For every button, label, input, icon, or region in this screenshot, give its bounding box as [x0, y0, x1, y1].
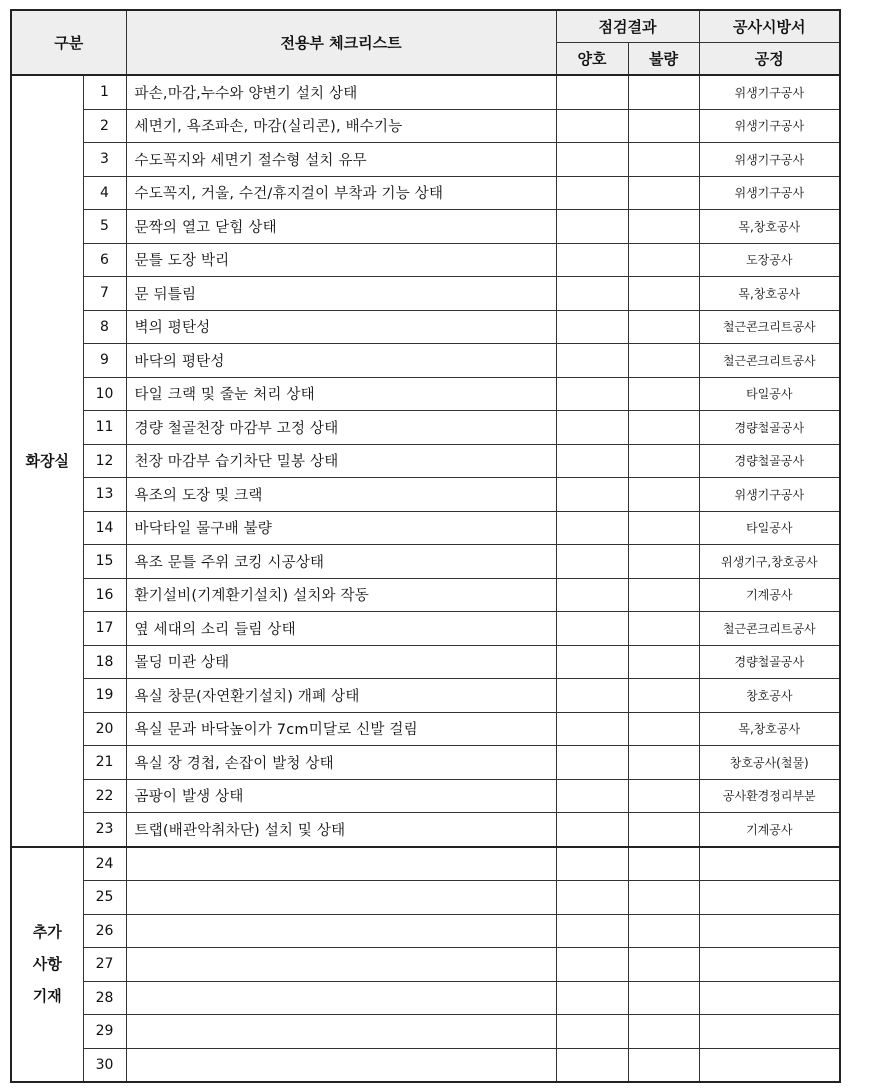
item-number: 25: [83, 881, 126, 915]
checklist-item-text: [126, 914, 556, 948]
table-row: [11, 779, 840, 813]
process-cell: 기계공사: [699, 813, 840, 847]
process-cell: [699, 948, 840, 982]
process-cell: [699, 847, 840, 881]
result-bad-cell[interactable]: [628, 210, 699, 244]
checklist-item-text: 문 뒤틀림: [126, 277, 556, 311]
table-row: [11, 645, 840, 679]
result-bad-cell[interactable]: [628, 411, 699, 445]
process-cell: [699, 1048, 840, 1082]
table-row: [11, 881, 840, 915]
result-good-cell[interactable]: [556, 75, 628, 109]
result-good-cell[interactable]: [556, 779, 628, 813]
result-good-cell[interactable]: [556, 277, 628, 311]
table-row: [11, 277, 840, 311]
item-number: 18: [83, 645, 126, 679]
table-row: [11, 847, 840, 881]
process-cell: 타일공사: [699, 377, 840, 411]
result-bad-cell[interactable]: [628, 444, 699, 478]
process-cell: 철근콘크리트공사: [699, 344, 840, 378]
item-number: 22: [83, 779, 126, 813]
result-good-cell[interactable]: [556, 847, 628, 881]
result-bad-cell[interactable]: [628, 1048, 699, 1082]
checklist-item-text: 파손,마감,누수와 양변기 설치 상태: [126, 75, 556, 109]
item-number: 12: [83, 444, 126, 478]
checklist-item-text: [126, 948, 556, 982]
item-number: 9: [83, 344, 126, 378]
result-bad-cell[interactable]: [628, 948, 699, 982]
result-bad-cell[interactable]: [628, 143, 699, 177]
result-good-cell[interactable]: [556, 444, 628, 478]
process-cell: [699, 1015, 840, 1049]
table-row: [11, 143, 840, 177]
item-number: 27: [83, 948, 126, 982]
result-good-cell[interactable]: [556, 310, 628, 344]
result-good-cell[interactable]: [556, 1048, 628, 1082]
item-number: 14: [83, 511, 126, 545]
checklist-item-text: 문짝의 열고 닫힘 상태: [126, 210, 556, 244]
item-number: 5: [83, 210, 126, 244]
category-label-line: 사항: [32, 955, 62, 974]
result-bad-cell[interactable]: [628, 847, 699, 881]
result-bad-cell[interactable]: [628, 243, 699, 277]
table-row: [11, 377, 840, 411]
checklist-item-text: 환기설비(기계환기설치) 설치와 작동: [126, 578, 556, 612]
result-good-cell[interactable]: [556, 377, 628, 411]
result-good-cell[interactable]: [556, 478, 628, 512]
checklist-item-text: 몰딩 미관 상태: [126, 645, 556, 679]
checklist-item-text: 곰팡이 발생 상태: [126, 779, 556, 813]
checklist-item-text: 욕조의 도장 및 크랙: [126, 478, 556, 512]
item-number: 8: [83, 310, 126, 344]
result-good-cell[interactable]: [556, 411, 628, 445]
checklist-item-text: [126, 881, 556, 915]
checklist-item-text: [126, 847, 556, 881]
checklist-item-text: [126, 1048, 556, 1082]
result-bad-cell[interactable]: [628, 1015, 699, 1049]
process-cell: 경량철골공사: [699, 645, 840, 679]
item-number: 1: [83, 75, 126, 109]
checklist-item-text: 트랩(배관악취차단) 설치 및 상태: [126, 813, 556, 847]
result-good-cell[interactable]: [556, 813, 628, 847]
result-bad-cell[interactable]: [628, 109, 699, 143]
item-number: 4: [83, 176, 126, 210]
checklist-item-text: 욕실 창문(자연환기설치) 개폐 상태: [126, 679, 556, 713]
process-cell: 타일공사: [699, 511, 840, 545]
table-row: [11, 75, 840, 109]
process-cell: 목,창호공사: [699, 712, 840, 746]
item-number: 6: [83, 243, 126, 277]
checklist-item-text: 수도꼭지와 세면기 절수형 설치 유무: [126, 143, 556, 177]
item-number: 30: [83, 1048, 126, 1082]
table-row: [11, 210, 840, 244]
item-number: 7: [83, 277, 126, 311]
result-good-cell[interactable]: [556, 109, 628, 143]
process-cell: 철근콘크리트공사: [699, 310, 840, 344]
process-cell: 공사환경정리부분: [699, 779, 840, 813]
result-good-cell[interactable]: [556, 612, 628, 646]
result-good-cell[interactable]: [556, 511, 628, 545]
process-cell: 철근콘크리트공사: [699, 612, 840, 646]
table-row: [11, 411, 840, 445]
table-row: [11, 612, 840, 646]
table-row: [11, 813, 840, 847]
header-process: 공정: [699, 43, 840, 76]
item-number: 24: [83, 847, 126, 881]
item-number: 11: [83, 411, 126, 445]
table-row: [11, 1015, 840, 1049]
item-number: 15: [83, 545, 126, 579]
header-checklist: 전용부 체크리스트: [126, 10, 556, 75]
result-bad-cell[interactable]: [628, 578, 699, 612]
result-bad-cell[interactable]: [628, 612, 699, 646]
item-number: 29: [83, 1015, 126, 1049]
result-good-cell[interactable]: [556, 176, 628, 210]
checklist-item-text: 욕실 문과 바닥높이가 7cm미달로 신발 걸림: [126, 712, 556, 746]
table-row: [11, 712, 840, 746]
item-number: 2: [83, 109, 126, 143]
result-bad-cell[interactable]: [628, 277, 699, 311]
header-good: 양호: [556, 43, 628, 76]
process-cell: 위생기구공사: [699, 75, 840, 109]
result-good-cell[interactable]: [556, 143, 628, 177]
table-row: [11, 914, 840, 948]
table-row: [11, 679, 840, 713]
result-good-cell[interactable]: [556, 981, 628, 1015]
result-bad-cell[interactable]: [628, 310, 699, 344]
checklist-item-text: 경량 철골천장 마감부 고정 상태: [126, 411, 556, 445]
process-cell: 위생기구공사: [699, 478, 840, 512]
result-good-cell[interactable]: [556, 948, 628, 982]
checklist-item-text: 욕조 문틀 주위 코킹 시공상태: [126, 545, 556, 579]
header-spec: 공사시방서: [699, 10, 840, 43]
result-bad-cell[interactable]: [628, 645, 699, 679]
result-good-cell[interactable]: [556, 578, 628, 612]
process-cell: 위생기구공사: [699, 143, 840, 177]
checklist-item-text: 천장 마감부 습기차단 밀봉 상태: [126, 444, 556, 478]
process-cell: 기계공사: [699, 578, 840, 612]
item-number: 10: [83, 377, 126, 411]
result-good-cell[interactable]: [556, 712, 628, 746]
table-row: [11, 981, 840, 1015]
table-row: [11, 948, 840, 982]
item-number: 3: [83, 143, 126, 177]
checklist-item-text: 타일 크랙 및 줄눈 처리 상태: [126, 377, 556, 411]
table-row: [11, 1048, 840, 1082]
table-row: [11, 176, 840, 210]
table-row: [11, 578, 840, 612]
process-cell: 위생기구공사: [699, 176, 840, 210]
process-cell: 창호공사(철물): [699, 746, 840, 780]
table-row: [11, 478, 840, 512]
result-bad-cell[interactable]: [628, 679, 699, 713]
process-cell: 목,창호공사: [699, 277, 840, 311]
process-cell: 경량철골공사: [699, 444, 840, 478]
checklist-sheet: [10, 9, 841, 1083]
item-number: 16: [83, 578, 126, 612]
item-number: 13: [83, 478, 126, 512]
process-cell: 경량철골공사: [699, 411, 840, 445]
result-bad-cell[interactable]: [628, 881, 699, 915]
checklist-item-text: [126, 981, 556, 1015]
result-bad-cell[interactable]: [628, 712, 699, 746]
checklist-item-text: 바닥의 평탄성: [126, 344, 556, 378]
item-number: 19: [83, 679, 126, 713]
checklist-item-text: 바닥타일 물구배 불량: [126, 511, 556, 545]
result-bad-cell[interactable]: [628, 746, 699, 780]
item-number: 28: [83, 981, 126, 1015]
table-row: [11, 444, 840, 478]
result-good-cell[interactable]: [556, 914, 628, 948]
result-bad-cell[interactable]: [628, 75, 699, 109]
table-row: [11, 243, 840, 277]
result-bad-cell[interactable]: [628, 813, 699, 847]
result-good-cell[interactable]: [556, 210, 628, 244]
bathroom-checklist-table: [10, 9, 841, 1083]
item-number: 23: [83, 813, 126, 847]
checklist-body: [11, 75, 840, 1082]
process-cell: [699, 981, 840, 1015]
result-good-cell[interactable]: [556, 1015, 628, 1049]
table-row: [11, 310, 840, 344]
result-bad-cell[interactable]: [628, 377, 699, 411]
result-good-cell[interactable]: [556, 344, 628, 378]
table-row: [11, 109, 840, 143]
category-cell: [11, 847, 83, 1083]
result-good-cell[interactable]: [556, 243, 628, 277]
result-good-cell[interactable]: [556, 881, 628, 915]
checklist-item-text: 세면기, 욕조파손, 마감(실리콘), 배수기능: [126, 109, 556, 143]
table-row: [11, 511, 840, 545]
result-bad-cell[interactable]: [628, 511, 699, 545]
table-row: [11, 545, 840, 579]
checklist-item-text: 옆 세대의 소리 들림 상태: [126, 612, 556, 646]
item-number: 21: [83, 746, 126, 780]
table-row: [11, 746, 840, 780]
header-bad: 불량: [628, 43, 699, 76]
category-label-line: 기재: [32, 987, 62, 1006]
item-number: 17: [83, 612, 126, 646]
header-category: 구분: [11, 10, 126, 75]
checklist-item-text: 벽의 평탄성: [126, 310, 556, 344]
result-good-cell[interactable]: [556, 545, 628, 579]
category-label-line: 추가: [32, 923, 62, 942]
result-bad-cell[interactable]: [628, 478, 699, 512]
checklist-item-text: [126, 1015, 556, 1049]
process-cell: 위생기구,창호공사: [699, 545, 840, 579]
result-bad-cell[interactable]: [628, 779, 699, 813]
process-cell: 위생기구공사: [699, 109, 840, 143]
process-cell: [699, 881, 840, 915]
category-cell: 화장실: [11, 75, 83, 847]
checklist-item-text: 수도꼭지, 거울, 수건/휴지걸이 부착과 기능 상태: [126, 176, 556, 210]
result-good-cell[interactable]: [556, 746, 628, 780]
table-row: [11, 344, 840, 378]
result-bad-cell[interactable]: [628, 914, 699, 948]
result-bad-cell[interactable]: [628, 344, 699, 378]
process-cell: 도장공사: [699, 243, 840, 277]
result-bad-cell[interactable]: [628, 545, 699, 579]
item-number: 20: [83, 712, 126, 746]
result-good-cell[interactable]: [556, 645, 628, 679]
process-cell: 목,창호공사: [699, 210, 840, 244]
result-good-cell[interactable]: [556, 679, 628, 713]
checklist-item-text: 문틀 도장 박리: [126, 243, 556, 277]
process-cell: 창호공사: [699, 679, 840, 713]
checklist-item-text: 욕실 장 경첩, 손잡이 발청 상태: [126, 746, 556, 780]
result-bad-cell[interactable]: [628, 176, 699, 210]
process-cell: [699, 914, 840, 948]
result-bad-cell[interactable]: [628, 981, 699, 1015]
header-inspection-result: 점검결과: [556, 10, 699, 43]
item-number: 26: [83, 914, 126, 948]
